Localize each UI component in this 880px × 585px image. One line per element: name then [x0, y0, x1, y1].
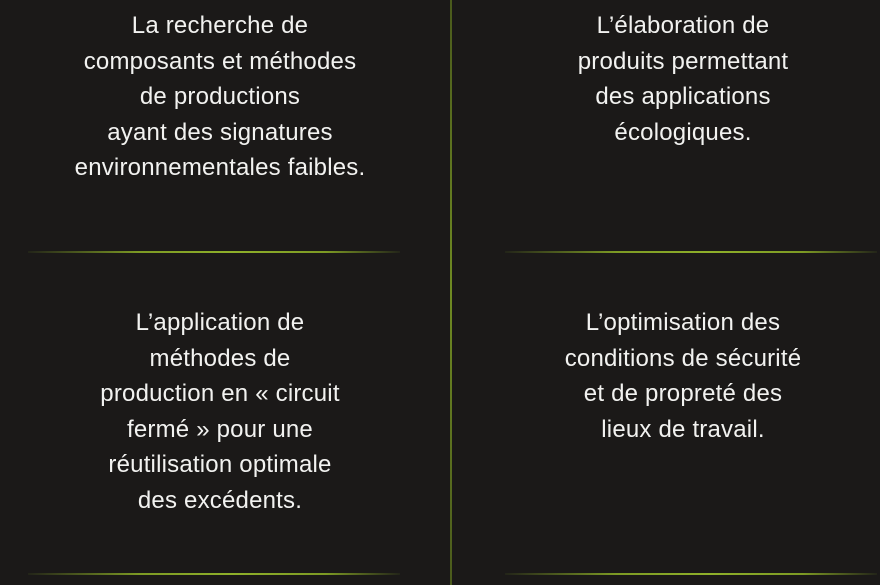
- text-line: L’optimisation des: [585, 309, 781, 336]
- text-line: réutilisation optimale: [108, 451, 332, 478]
- text-line: L’application de: [135, 309, 305, 336]
- text-line: fermé » pour une: [127, 415, 313, 443]
- text-line: production en « circuit: [100, 380, 340, 407]
- text-line: de productions: [139, 83, 301, 110]
- text-line: produits permettant: [577, 47, 789, 75]
- text-line: méthodes de: [149, 344, 291, 372]
- horizontal-divider: [505, 573, 877, 575]
- text-line: L’élaboration de: [596, 12, 770, 39]
- horizontal-divider: [28, 573, 400, 575]
- text-line: environnementales faibles.: [74, 154, 366, 181]
- horizontal-divider: [28, 251, 400, 253]
- horizontal-divider: [505, 251, 877, 253]
- text-block-ecological-products: [483, 8, 880, 150]
- text-line: composants et méthodes: [83, 47, 357, 75]
- text-line: lieux de travail.: [601, 415, 765, 443]
- vertical-divider: [450, 0, 452, 585]
- text-block-closed-loop-production: [20, 305, 420, 518]
- text-line: conditions de sécurité: [564, 344, 802, 372]
- text-line: des excédents.: [137, 486, 303, 514]
- text-line: des applications: [595, 83, 771, 110]
- text-line: ayant des signatures: [107, 118, 333, 146]
- text-block-low-impact-components: [20, 8, 420, 186]
- text-line: et de propreté des: [583, 380, 783, 407]
- text-block-workplace-safety: [483, 305, 880, 447]
- text-line: écologiques.: [614, 118, 752, 146]
- text-line: La recherche de: [131, 12, 309, 39]
